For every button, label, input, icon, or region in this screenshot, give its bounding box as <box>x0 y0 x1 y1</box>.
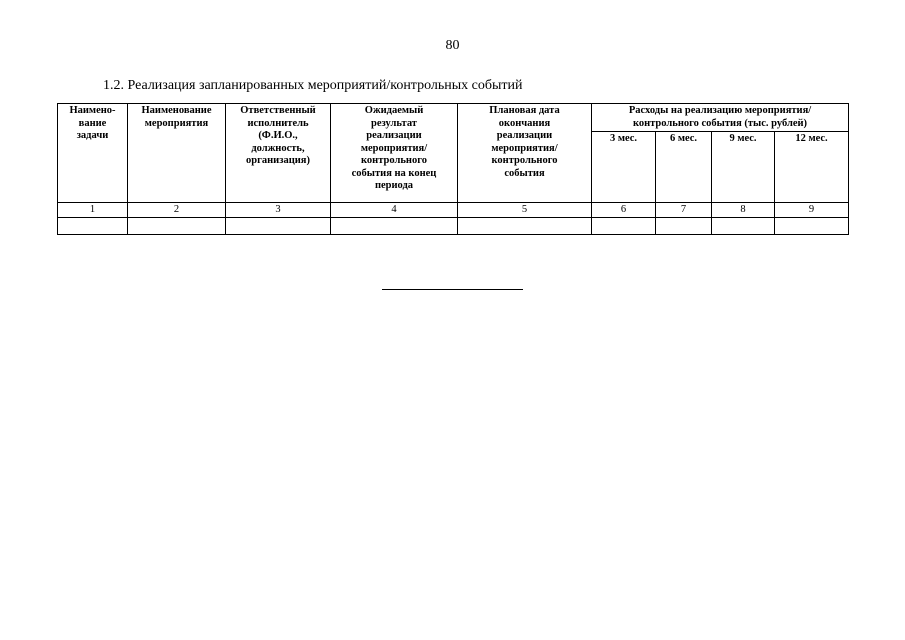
header-expenses: Расходы на реализацию мероприятия/ контрольного события (тыс. рублей) <box>592 104 849 132</box>
table-cell <box>128 218 226 235</box>
section-title: 1.2. Реализация запланированных мероприятий/контрольных событий <box>103 78 523 93</box>
header-event-name: Наименование мероприятия <box>128 104 226 203</box>
events-table <box>57 103 849 235</box>
table-cell <box>58 218 128 235</box>
header-period-9m: 9 мес. <box>712 132 775 203</box>
header-period-3m: 3 мес. <box>592 132 656 203</box>
header-period-12m: 12 мес. <box>775 132 849 203</box>
header-expected-result: Ожидаемый результат реализации мероприятия/ контрольного события на конец периода <box>331 104 458 203</box>
table-cell <box>226 218 331 235</box>
column-number: 2 <box>128 203 226 218</box>
table-cell <box>458 218 592 235</box>
table-cell <box>712 218 775 235</box>
footer-divider <box>382 289 523 290</box>
header-row-1 <box>58 104 849 132</box>
column-number: 4 <box>331 203 458 218</box>
page-number: 80 <box>445 38 460 53</box>
column-number: 7 <box>656 203 712 218</box>
table-row <box>58 218 849 235</box>
header-period-6m: 6 мес. <box>656 132 712 203</box>
header-planned-date: Плановая дата окончания реализации мероприятия/ контрольного события <box>458 104 592 203</box>
table-cell <box>331 218 458 235</box>
table-cell <box>656 218 712 235</box>
table-cell <box>775 218 849 235</box>
column-number: 8 <box>712 203 775 218</box>
column-number-row <box>58 203 849 218</box>
column-number: 1 <box>58 203 128 218</box>
header-task-name: Наимено- вание задачи <box>58 104 128 203</box>
column-number: 6 <box>592 203 656 218</box>
column-number: 9 <box>775 203 849 218</box>
column-number: 3 <box>226 203 331 218</box>
header-responsible: Ответственный исполнитель (Ф.И.О., должность, организация) <box>226 104 331 203</box>
table-cell <box>592 218 656 235</box>
column-number: 5 <box>458 203 592 218</box>
